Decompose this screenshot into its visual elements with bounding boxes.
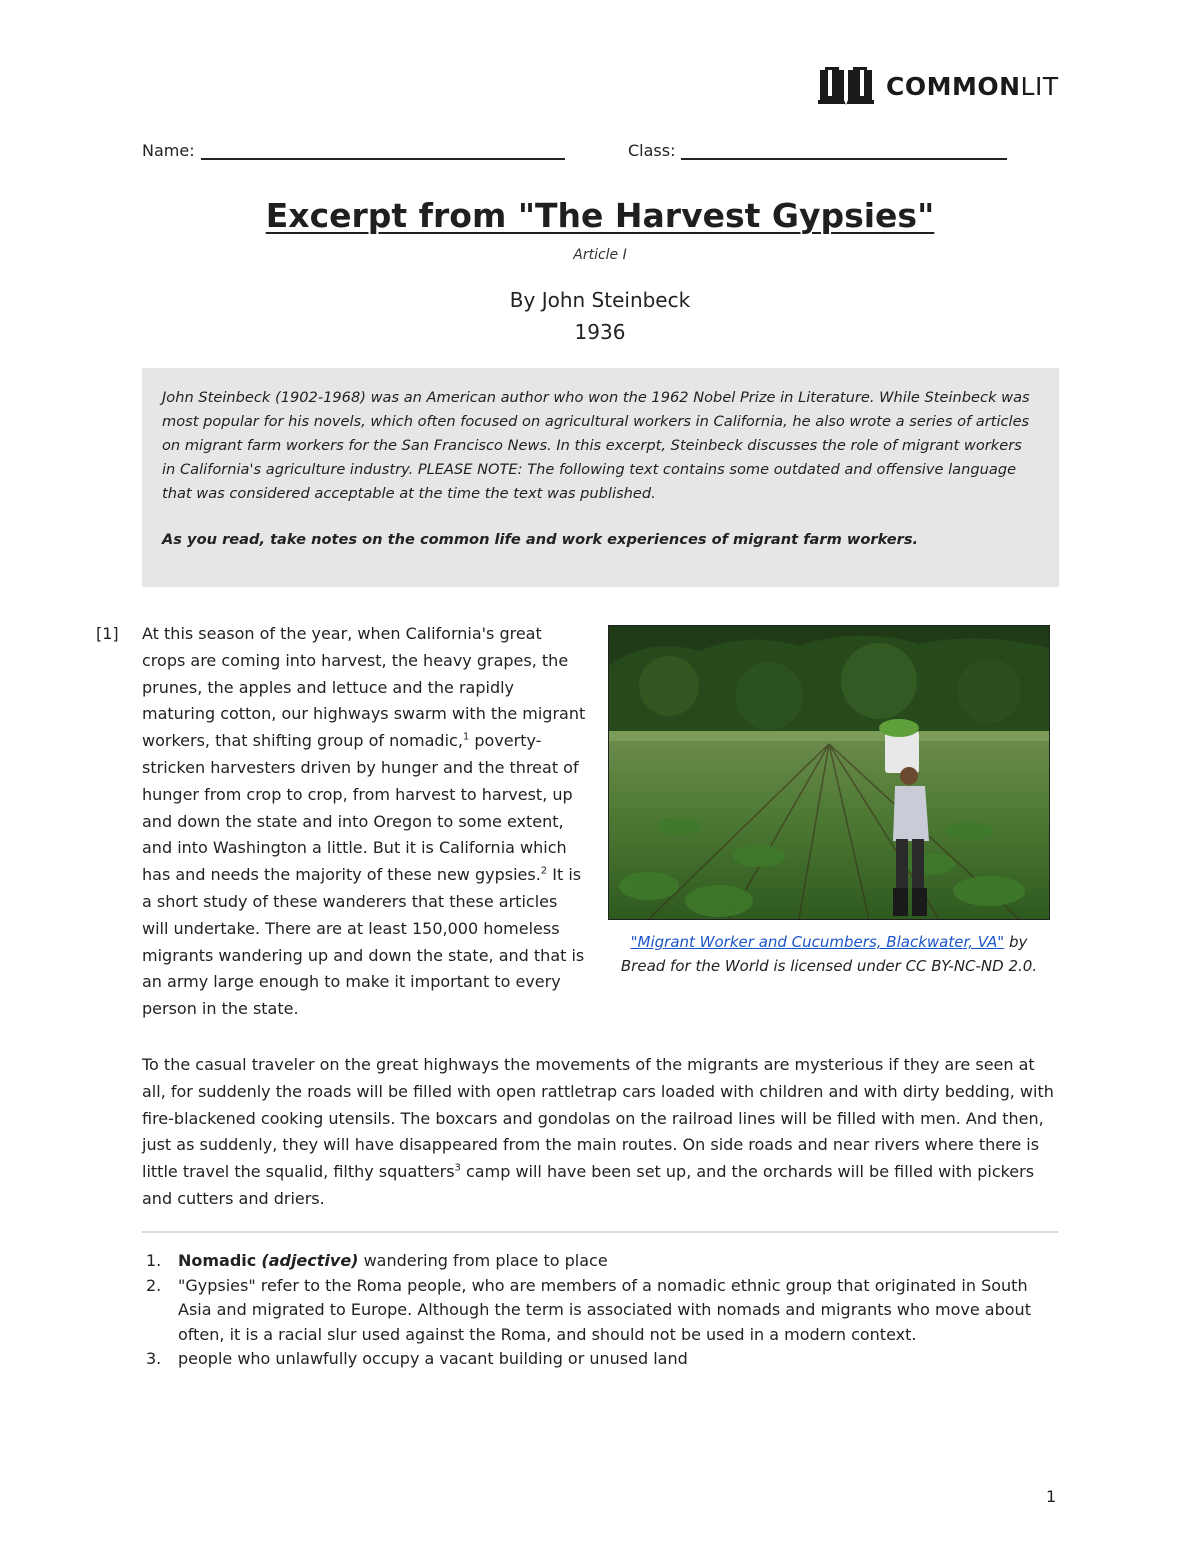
footnote-divider [142,1231,1058,1233]
footnote-ref-2[interactable]: 2 [540,865,548,877]
logo-wordmark: COMMONLIT [886,71,1059,101]
reading-prompt: As you read, take notes on the common life and work experiences of migrant farm workers. [162,531,919,548]
intro-box [142,368,1059,587]
footnote-2: 2. "Gypsies" refer to the Roma people, who are members of a nomadic ethnic group that originated in South Asia and migrated to Europe. Although the term is associated with nomads and migrants who move about often, it is a racial slur used against the Roma, and should not be used in a modern context. [146,1275,1031,1344]
commonlit-logo [818,66,1059,106]
name-field[interactable] [142,140,565,160]
article-year: 1936 [574,320,626,344]
footnote-3: 3. people who unlawfully occupy a vacant building or unused land [146,1349,688,1368]
image-credit: Bread for the World is licensed under CC BY-NC-ND 2.0. [620,957,1038,975]
article-byline: By John Steinbeck [509,288,691,312]
open-book-icon [818,66,874,106]
article-subtitle: Article I [573,247,627,263]
footnote-ref-1[interactable]: 1 [462,731,470,743]
name-label: Name: [142,141,195,160]
class-field[interactable] [628,140,1007,160]
class-label: Class: [628,141,676,160]
footnote-ref-3[interactable]: 3 [454,1162,461,1174]
migrant-worker-photo [608,625,1050,920]
name-line[interactable] [201,140,565,160]
footnotes-list [142,1249,1057,1372]
page-number: 1 [1046,1487,1057,1506]
image-source-link[interactable]: "Migrant Worker and Cucumbers, Blackwater, VA" [630,933,1005,951]
article-title: Excerpt from "The Harvest Gypsies" [265,196,935,235]
image-caption: "Migrant Worker and Cucumbers, Blackwater, VA" by Bread for the World is licensed under CC BY-NC-ND 2.0. [620,933,1038,975]
footnote-1: 1. Nomadic (adjective) wandering from place to place [146,1251,608,1270]
paragraph-2: To the casual traveler on the great highways the movements of the migrants are mysterious if they are seen at all, for suddenly the roads will be filled with open rattletrap cars loaded with children and with dirty bedding, with fire-blackened cooking utensils. The boxcars and gondolas on the railroad lines will be filled with men. And then, just as suddenly, they will have disappeared from the main routes. On side roads and near rivers where there is little travel the squalid, filthy squatters$^3$ camp will have been set up, and the orchards will be filled with pickers and cutters and driers. [142,1055,1054,1208]
paragraph-number: [1] [96,624,119,643]
paragraph-1: At this season of the year, when California's great crops are coming into harvest, the heavy grapes, the prunes, the apples and lettuce and the rapidly maturing cotton, our highways swarm with the migrant workers, that shifting group of nomadic,$^1$ poverty-stricken harvesters driven by hunger and the threat of hunger from crop to crop, from harvest to harvest, up and down the state and into Oregon to some extent, and into Washington a little. But it is California which has and needs the majority of these new gypsies.$^2$ It is a short study of these wanderers that these articles will undertake. There are at least 150,000 homeless migrants wandering up and down the state, and that is an army large enough to make it important to every person in the state. [142,624,586,1019]
intro-text: John Steinbeck (1902-1968) was an American author who won the 1962 Nobel Prize in Literature. While Steinbeck was most popular for his novels, which often focused on agricultural workers in California, he also wrote a series of articles on migrant farm workers for the San Francisco News. In this excerpt, Steinbeck discusses the role of migrant workers in California's agriculture industry. PLEASE NOTE: The following text contains some outdated and offensive language that was considered acceptable at the time the text was published. [162,389,1030,502]
class-line[interactable] [681,140,1007,160]
